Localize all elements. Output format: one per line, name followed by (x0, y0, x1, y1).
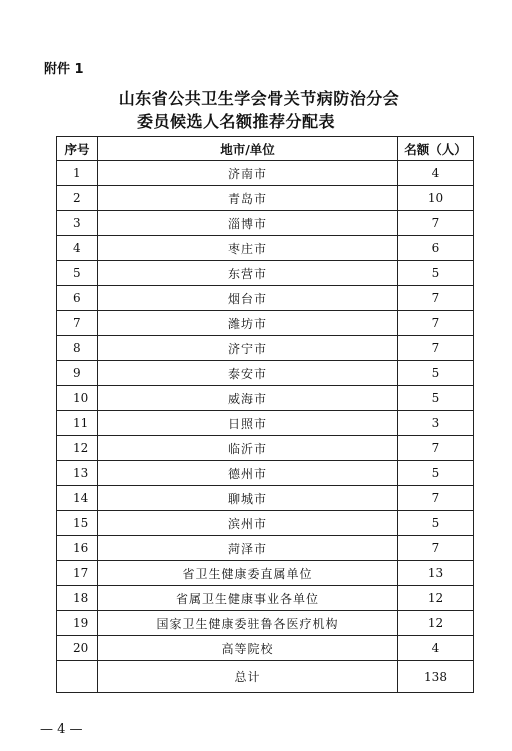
document-title-line-2: 委员候选人名额推荐分配表 (136, 112, 335, 131)
cell-index: 15 (57, 511, 98, 536)
cell-unit: 潍坊市 (98, 311, 398, 336)
cell-unit: 临沂市 (98, 436, 398, 461)
cell-index: 2 (57, 186, 98, 211)
cell-quota: 7 (398, 436, 474, 461)
cell-unit: 淄博市 (98, 211, 398, 236)
cell-unit: 德州市 (98, 461, 398, 486)
table-row (57, 286, 474, 311)
cell-index: 17 (57, 561, 98, 586)
cell-index: 16 (57, 536, 98, 561)
table-row (57, 586, 474, 611)
table-row (57, 461, 474, 486)
cell-index: 1 (57, 161, 98, 186)
cell-quota: 138 (398, 661, 474, 693)
cell-unit: 青岛市 (98, 186, 398, 211)
cell-quota: 12 (398, 586, 474, 611)
cell-quota: 7 (398, 486, 474, 511)
cell-index: 20 (57, 636, 98, 661)
table-row (57, 636, 474, 661)
cell-index (57, 661, 98, 693)
cell-unit: 济宁市 (98, 336, 398, 361)
cell-quota: 5 (398, 461, 474, 486)
cell-unit: 日照市 (98, 411, 398, 436)
table-row (57, 161, 474, 186)
cell-index: 19 (57, 611, 98, 636)
table-total-row (57, 661, 474, 693)
cell-quota: 4 (398, 161, 474, 186)
cell-quota: 3 (398, 411, 474, 436)
cell-unit: 总计 (98, 661, 398, 693)
table-row (57, 436, 474, 461)
cell-index: 6 (57, 286, 98, 311)
cell-quota: 10 (398, 186, 474, 211)
cell-unit: 省属卫生健康事业各单位 (98, 586, 398, 611)
cell-quota: 5 (398, 361, 474, 386)
cell-unit: 菏泽市 (98, 536, 398, 561)
cell-index: 11 (57, 411, 98, 436)
table-body (57, 161, 474, 693)
table-row (57, 561, 474, 586)
cell-quota: 12 (398, 611, 474, 636)
cell-unit: 高等院校 (98, 636, 398, 661)
cell-unit: 东营市 (98, 261, 398, 286)
document-title-line-1: 山东省公共卫生学会骨关节病防治分会 (118, 89, 400, 108)
cell-quota: 7 (398, 211, 474, 236)
cell-index: 9 (57, 361, 98, 386)
table-row (57, 311, 474, 336)
cell-index: 8 (57, 336, 98, 361)
table-header-row (57, 137, 474, 161)
cell-index: 13 (57, 461, 98, 486)
cell-index: 7 (57, 311, 98, 336)
cell-quota: 5 (398, 261, 474, 286)
cell-index: 5 (57, 261, 98, 286)
cell-quota: 7 (398, 311, 474, 336)
cell-quota: 6 (398, 236, 474, 261)
cell-quota: 7 (398, 536, 474, 561)
header-quota: 名额（人） (398, 137, 474, 161)
cell-unit: 济南市 (98, 161, 398, 186)
table-row (57, 411, 474, 436)
cell-index: 12 (57, 436, 98, 461)
table-row (57, 486, 474, 511)
table-row (57, 611, 474, 636)
cell-unit: 聊城市 (98, 486, 398, 511)
cell-unit: 国家卫生健康委驻鲁各医疗机构 (98, 611, 398, 636)
cell-quota: 5 (398, 386, 474, 411)
table-row (57, 511, 474, 536)
cell-index: 3 (57, 211, 98, 236)
cell-quota: 13 (398, 561, 474, 586)
cell-unit: 省卫生健康委直属单位 (98, 561, 398, 586)
table-row (57, 361, 474, 386)
cell-index: 14 (57, 486, 98, 511)
cell-index: 18 (57, 586, 98, 611)
quota-table (56, 136, 474, 693)
cell-quota: 4 (398, 636, 474, 661)
cell-unit: 滨州市 (98, 511, 398, 536)
cell-index: 10 (57, 386, 98, 411)
table-row (57, 386, 474, 411)
header-index: 序号 (57, 137, 98, 161)
cell-index: 4 (57, 236, 98, 261)
header-unit: 地市/单位 (98, 137, 398, 161)
table-row (57, 236, 474, 261)
cell-unit: 枣庄市 (98, 236, 398, 261)
cell-quota: 5 (398, 511, 474, 536)
table-row (57, 261, 474, 286)
cell-quota: 7 (398, 336, 474, 361)
cell-unit: 泰安市 (98, 361, 398, 386)
cell-unit: 烟台市 (98, 286, 398, 311)
cell-quota: 7 (398, 286, 474, 311)
table-row (57, 211, 474, 236)
table-row (57, 536, 474, 561)
table-row (57, 336, 474, 361)
attachment-label: 附件 1 (44, 62, 84, 77)
page-number: — 4 — (40, 722, 83, 737)
table-row (57, 186, 474, 211)
cell-unit: 威海市 (98, 386, 398, 411)
